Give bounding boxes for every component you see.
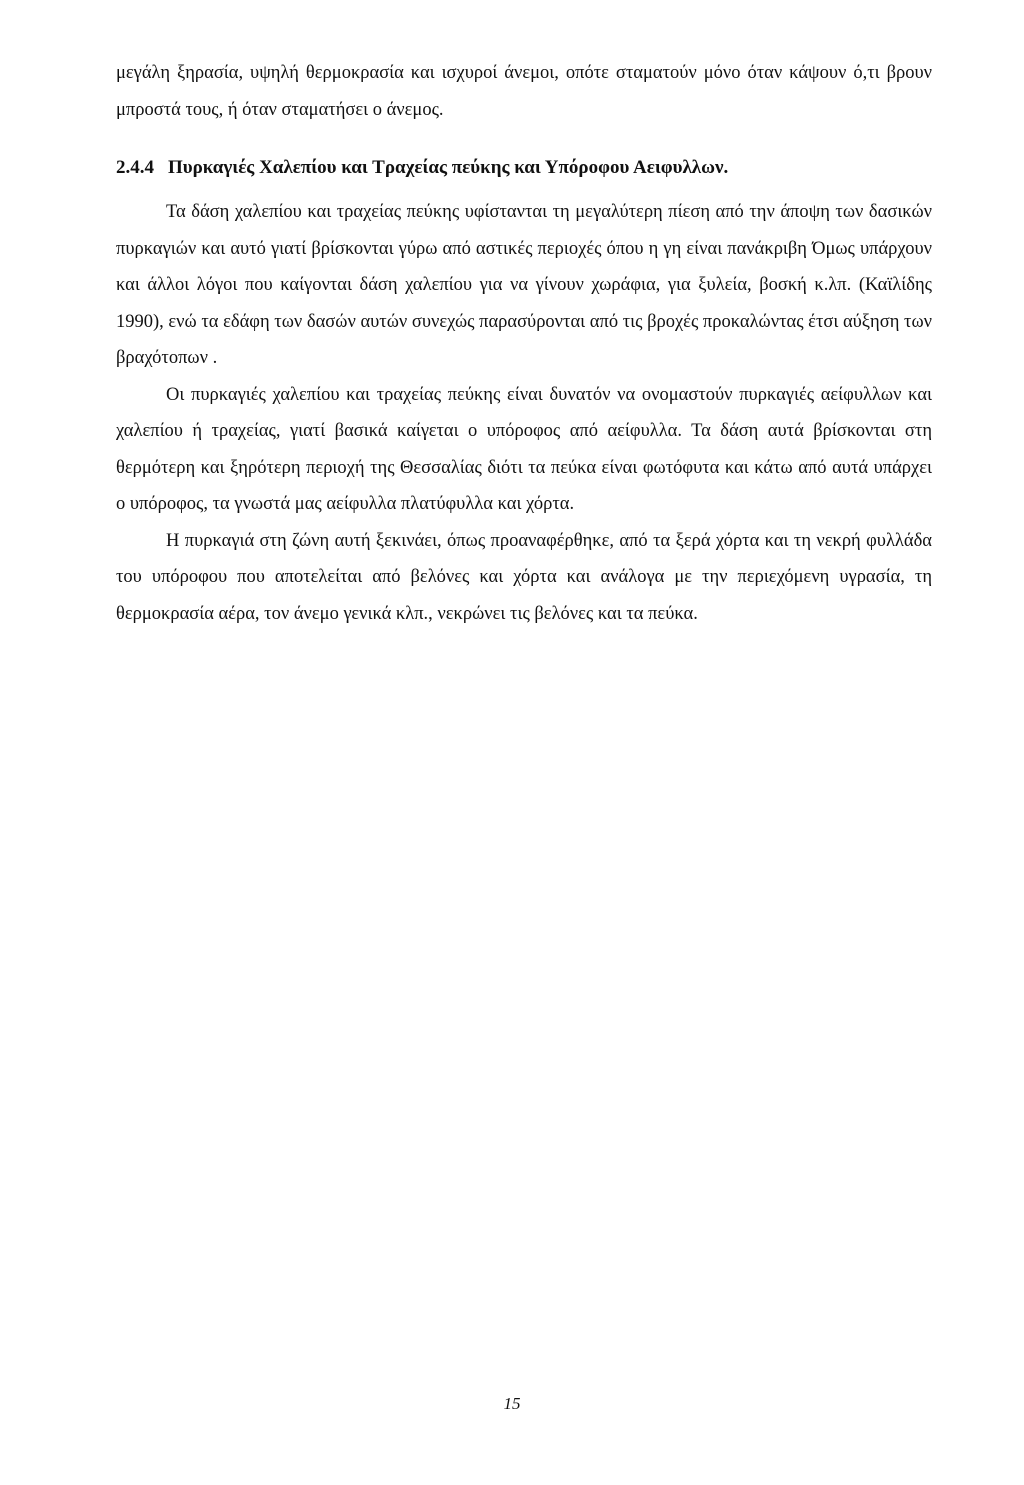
opening-paragraph: μεγάλη ξηρασία, υψηλή θερμοκρασία και ισχυροί άνεμοι, οπότε σταματούν μόνο όταν κάψουν ό,τι βρουν μπροστά τους, ή όταν σταματήσει ο άνεμος. bbox=[116, 63, 932, 120]
body-paragraph-1: Τα δάση χαλεπίου και τραχείας πεύκης υφίστανται τη μεγαλύτερη πίεση από την άποψη των δασικών πυρκαγιών και αυτό γιατί βρίσκονται γύρω από αστικές περιοχές όπου η γη είναι πανάκριβη Όμως υπάρχουν και άλλοι λόγοι που καίγονται δάση χαλεπίου για να γίνουν χωράφια, για ξυλεία, βοσκή κ.λπ. (Καϊλίδης 1990), ενώ τα εδάφη των δασών αυτών συνεχώς παρασύρονται από τις βροχές προκαλώντας έτσι αύξηση των βραχότοπων . bbox=[116, 202, 932, 368]
body-paragraph-2: Οι πυρκαγιές χαλεπίου και τραχείας πεύκης είναι δυνατόν να ονομαστούν πυρκαγιές αείφυλλων και χαλεπίου ή τραχείας, γιατί βασικά καίγεται ο υπόροφος από αείφυλλα. Τα δάση αυτά βρίσκονται στη θερμότερη και ξηρότερη περιοχή της Θεσσαλίας διότι τα πεύκα είναι φωτόφυτα και κάτω από αυτά υπάρχει ο υπόροφος, τα γνωστά μας αείφυλλα πλατύφυλλα και χόρτα. bbox=[116, 384, 932, 514]
section-heading bbox=[116, 148, 932, 188]
body-paragraph-3: Η πυρκαγιά στη ζώνη αυτή ξεκινάει, όπως προαναφέρθηκε, από τα ξερά χόρτα και τη νεκρή φυλλάδα του υπόροφου που αποτελείται από βελόνες και χόρτα και ανάλογα με την περιεχόμενη υγρασία, τη θερμοκρασία αέρα, τον άνεμο γενικά κλπ., νεκρώνει τις βελόνες και τα πεύκα. bbox=[116, 530, 932, 624]
text-column bbox=[116, 55, 932, 632]
page-number: 15 bbox=[503, 1394, 521, 1413]
section-title: Πυρκαγιές Χαλεπίου και Τραχείας πεύκης και Υπόροφου Αειφυλλων. bbox=[168, 157, 729, 178]
section-number: 2.4.4 bbox=[116, 157, 154, 178]
